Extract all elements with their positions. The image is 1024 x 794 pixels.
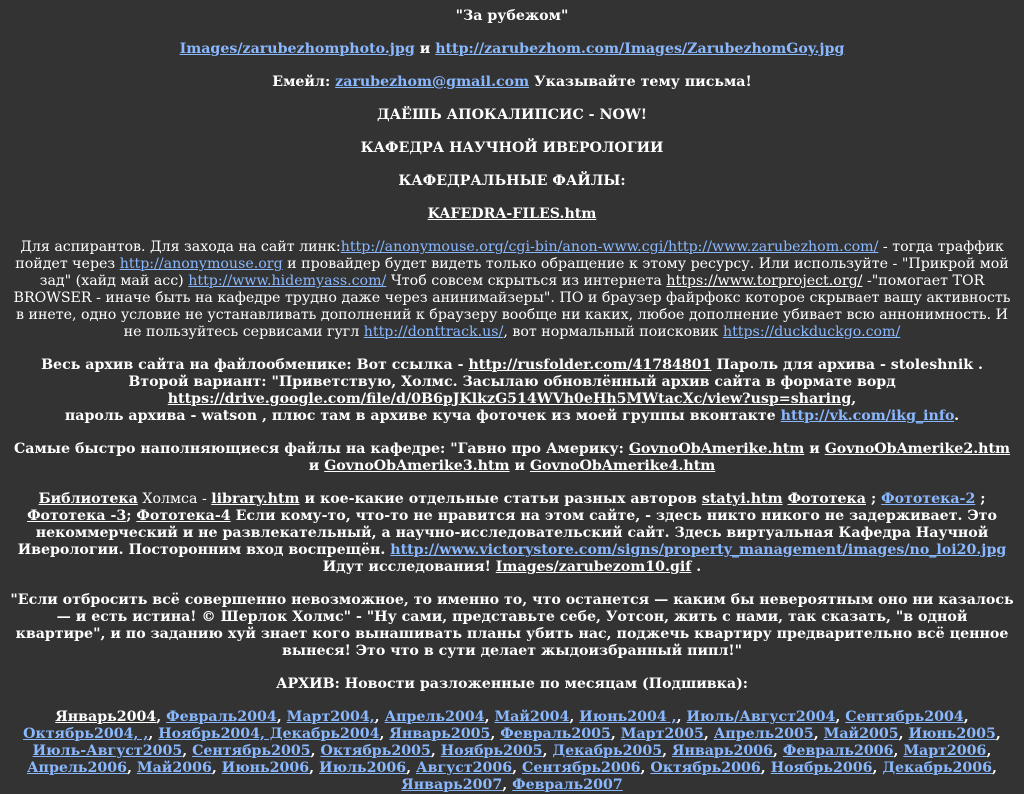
fast-files-text: Самые быстро наполняющиеся файлы на кафедре: "Гавно про Америку: — [13, 441, 629, 457]
month-separator: , — [211, 760, 222, 776]
files-heading-row — [10, 173, 1014, 190]
archive-month-link[interactable]: Октябрь2006 — [650, 760, 761, 776]
month-separator: , — [276, 709, 287, 725]
aspirants-text-4: Чтоб совсем скрыться из интернета — [386, 273, 667, 289]
library-paragraph — [10, 491, 1014, 576]
photo-gallery-link-4[interactable]: Фототека-4 — [136, 508, 231, 524]
duckduckgo-link[interactable]: https://duckduckgo.com/ — [722, 324, 901, 340]
archive-month-link[interactable]: Апрель2006 — [27, 760, 128, 776]
month-separator: , — [992, 760, 997, 776]
archive-month-link[interactable]: Июнь2004 , — [579, 709, 677, 725]
page-scrollbar[interactable] — [1014, 0, 1024, 768]
kafedra-files-link[interactable]: KAFEDRA-FILES.htm — [427, 206, 597, 222]
archive-month-link[interactable]: Сентябрь2005 — [192, 743, 311, 759]
archive-month-link[interactable]: Октябрь2004, , — [23, 726, 149, 742]
archive-month-link[interactable]: Февраль2007 — [512, 777, 623, 793]
month-separator: , — [963, 709, 969, 725]
and-text-1: и — [804, 441, 825, 457]
library-text-3: Если кому-то, что-то не нравится на этом сайте, - здесь никто никого не задерживает. Это некоммерческий и не развлекательный, а научно-исследовательский сайт. Здесь виртуальная Кафедра Научной Иверологии. Посторонним вход воспрещён. — [17, 508, 997, 558]
archive-info-text-2: Пароль для архива - stoleshnik . Второй вариант: "Приветствую, Холмс. Засылаю обновлённый архив сайта в формате ворд — [128, 357, 983, 390]
month-separator: , — [569, 709, 580, 725]
month-separator: , — [986, 743, 992, 759]
separator-1: ; — [866, 491, 882, 507]
holmes-quote: "Если отбросить всё совершенно невозможное, то именно то, что останется — каким бы невероятным оно ни казалось — и есть истина! © Шерлок Холмс" - "Ну сами, представьте себе, Уотсон, жить с нами, так сказать, "в одной квартире", и по заданию хуй знает кого вынашивать планы убить нас, поджечь квартиру предварительно всё ценное вынеся! Это что в сути делает жыдоизбранный пипл!" — [10, 592, 1014, 659]
archive-info-paragraph — [10, 357, 1014, 425]
aspirants-text-2: - тогда траффик пойдет через — [15, 239, 1004, 272]
month-separator: , — [512, 760, 523, 776]
photo-gallery-link-2[interactable]: Фототека-2 — [881, 491, 976, 507]
archive-info-comma: , — [851, 391, 857, 407]
separator-3: ; — [126, 508, 132, 524]
anonymouse-full-link[interactable]: http://anonymouse.org/cgi-bin/anon-www.cgi/http://www.zarubezhom.com/ — [340, 239, 879, 255]
email-link[interactable]: zarubezhom@gmail.com — [335, 74, 530, 90]
library-text-1: Холмса - — [137, 491, 212, 507]
month-separator: , — [772, 743, 783, 759]
month-separator: , — [309, 760, 320, 776]
month-separator: , — [835, 709, 846, 725]
aspirants-text-1: Для аспирантов. Для захода на сайт линк: — [20, 239, 341, 255]
archive-month-link[interactable]: Декабрь2006 — [882, 760, 993, 776]
apocalypse-heading-row — [10, 107, 1014, 124]
rusfolder-link[interactable]: http://rusfolder.com/41784801 — [468, 357, 712, 373]
photo-link[interactable]: Images/zarubezhomphoto.jpg — [179, 41, 415, 57]
files-link-row — [10, 206, 1014, 223]
archive-month-link[interactable]: Апрель2004 — [384, 709, 485, 725]
and-text: и — [419, 41, 431, 57]
month-separator: , — [760, 760, 771, 776]
victorystore-link[interactable]: http://www.victorystore.com/signs/property_management/images/no_loi20.jpg — [390, 542, 1007, 558]
archive-month-link[interactable]: Июль/Август2004 — [686, 709, 836, 725]
month-separator: , — [893, 743, 904, 759]
archive-heading-row — [10, 676, 1014, 693]
month-separator: , — [156, 709, 167, 725]
aspirants-text-5: -"помогает TOR BROWSER - иначе быть на кафедре трудно даже через анинимайзеры". ПО и браузер файрфокс которое скрывает вашу активность в инете, одно условие не устанавливать дополнений к браузеру вообще ни каких, любое дополнение убивает всю аннонимность. И не пользуйтесь сервисами гугл — [13, 273, 1011, 340]
govno-link-3[interactable]: GovnoObAmerike3.htm — [324, 458, 510, 474]
archive-month-link[interactable]: Июнь2005 — [908, 726, 996, 742]
month-separator: , — [662, 743, 672, 759]
month-separator: , — [148, 726, 159, 742]
month-separator: , — [640, 760, 651, 776]
archive-month-link[interactable]: Май2004 — [494, 709, 570, 725]
and-text-3: и — [509, 458, 530, 474]
department-heading-row — [10, 140, 1014, 157]
and-text-2: и — [308, 458, 325, 474]
aspirants-text-3: и провайдер будет видеть только обращение к этому ресурсу. Или используйте - "Прикрой мой зад" (хайд май асс) — [39, 256, 1009, 289]
archive-month-link[interactable]: Сентябрь2006 — [522, 760, 641, 776]
archive-month-link[interactable]: Февраль2004 — [166, 709, 277, 725]
month-separator: , — [374, 709, 385, 725]
vk-link[interactable]: http://vk.com/ikg_info — [780, 408, 955, 424]
fast-files-paragraph — [10, 441, 1014, 475]
library-text-4: Идут исследования! — [322, 559, 496, 575]
library-text-2: и кое-какие отдельные статьи разных авторов — [299, 491, 702, 507]
govno-link-4[interactable]: GovnoObAmerike4.htm — [529, 458, 716, 474]
archive-month-link[interactable]: Ноябрь2004, Декабрь2004 — [158, 726, 380, 742]
site-title: "За рубежом" — [455, 8, 569, 24]
statyi-link[interactable]: statyi.htm — [701, 491, 783, 507]
photo-gallery-link-1[interactable]: Фототека — [787, 491, 866, 507]
archive-month-link[interactable]: Январь2006 — [671, 743, 773, 759]
department-heading: КАФЕДРА НАУЧНОЙ ИВЕРОЛОГИИ — [360, 140, 664, 156]
separator-2: ; — [975, 491, 986, 507]
email-row — [10, 74, 1014, 91]
month-separator: , — [406, 760, 417, 776]
quote-paragraph — [10, 592, 1014, 660]
month-separator: , — [484, 709, 495, 725]
archive-month-link[interactable]: Март2005 — [620, 726, 704, 742]
month-separator: , — [502, 777, 513, 793]
library-period: . — [691, 559, 702, 575]
archive-month-link[interactable]: Февраль2006 — [782, 743, 894, 759]
zarubezom-gif-link[interactable]: Images/zarubezom10.gif — [495, 559, 692, 575]
archive-month-link[interactable]: Январь2007 — [401, 777, 503, 793]
photo-gallery-link-3[interactable]: Фототека -3 — [27, 508, 127, 524]
archive-month-link[interactable]: Март2004, — [286, 709, 375, 725]
govno-link-1[interactable]: GovnoObAmerike.htm — [628, 441, 805, 457]
archive-info-text-1: Весь архив сайта на файлообменике: Вот ссылка - — [41, 357, 469, 373]
torproject-link[interactable]: https://www.torproject.org/ — [666, 273, 863, 289]
archive-month-link[interactable]: Апрель2005 — [713, 726, 814, 742]
archive-month-link[interactable]: Июнь2006 — [221, 760, 310, 776]
archive-months-list — [10, 709, 1014, 794]
archive-month-link[interactable]: Июль2006 — [319, 760, 407, 776]
archive-month-link[interactable]: Февраль2005 — [500, 726, 611, 742]
month-separator: , — [542, 743, 553, 759]
archive-month-link[interactable]: Ноябрь2005 — [440, 743, 543, 759]
email-label: Емейл: — [272, 74, 331, 90]
month-separator: , — [872, 760, 883, 776]
archive-month-link[interactable]: Май2006 — [136, 760, 212, 776]
month-separator: , — [898, 726, 909, 742]
archive-info-text-4: пароль архива - watson , плюс там в архиве куча фоточек из моей группы вконтакте — [64, 408, 781, 424]
month-separator: , — [703, 726, 714, 742]
month-separator: , — [182, 743, 193, 759]
month-separator: , — [310, 743, 321, 759]
anonymouse-link[interactable]: http://anonymouse.org — [119, 256, 283, 272]
aspirants-text-6: , вот нормальный поисковик — [503, 324, 723, 340]
library-link[interactable]: Библиотека — [38, 491, 138, 507]
archive-month-link[interactable]: Май2005 — [823, 726, 899, 742]
donttrack-link[interactable]: http://donttrack.us/ — [363, 324, 504, 340]
google-drive-link[interactable]: https://drive.google.com/file/d/0B6pJKlkzG514WVh0eHh5MWtacXc/view?usp=sharing — [167, 391, 852, 407]
month-separator: , — [813, 726, 824, 742]
site-title-row — [10, 8, 1014, 25]
files-heading: КАФЕДРАЛЬНЫЕ ФАЙЛЫ: — [398, 173, 626, 189]
archive-info-period: . — [954, 408, 960, 424]
aspirants-paragraph — [10, 239, 1014, 341]
archive-month-link[interactable]: Декабрь2005 — [552, 743, 663, 759]
photo-links-row — [10, 41, 1014, 58]
govno-link-2[interactable]: GovnoObAmerike2.htm — [824, 441, 1011, 457]
month-separator: , — [610, 726, 621, 742]
archive-month-link[interactable]: Сентябрь2004 — [845, 709, 964, 725]
month-separator: , — [379, 726, 390, 742]
archive-month-link[interactable]: Июль-Август2005 — [32, 743, 183, 759]
month-separator: , — [127, 760, 137, 776]
month-separator: , — [490, 726, 501, 742]
month-separator: , — [676, 709, 687, 725]
page-content — [10, 0, 1014, 794]
month-separator: , — [430, 743, 441, 759]
archive-heading: АРХИВ: Новости разложенные по месяцам (Подшивка): — [275, 676, 749, 692]
email-note: Указывайте тему письма! — [534, 74, 752, 90]
archive-month-link[interactable]: Март2006 — [903, 743, 987, 759]
archive-month-link[interactable]: Октябрь2005 — [320, 743, 431, 759]
archive-month-link[interactable]: Август2006 — [416, 760, 513, 776]
month-separator: , — [995, 726, 1001, 742]
archive-month-link[interactable]: Январь2004 — [55, 709, 157, 725]
apocalypse-heading: ДАЁШЬ АПОКАЛИПСИС - NOW! — [377, 107, 647, 123]
library-htm-link[interactable]: library.htm — [211, 491, 300, 507]
archive-month-link[interactable]: Январь2005 — [389, 726, 491, 742]
goy-photo-link[interactable]: http://zarubezhom.com/Images/ZarubezhomGoy.jpg — [435, 41, 845, 57]
archive-month-link[interactable]: Ноябрь2006 — [770, 760, 873, 776]
hidemyass-link[interactable]: http://www.hidemyass.com/ — [188, 273, 387, 289]
